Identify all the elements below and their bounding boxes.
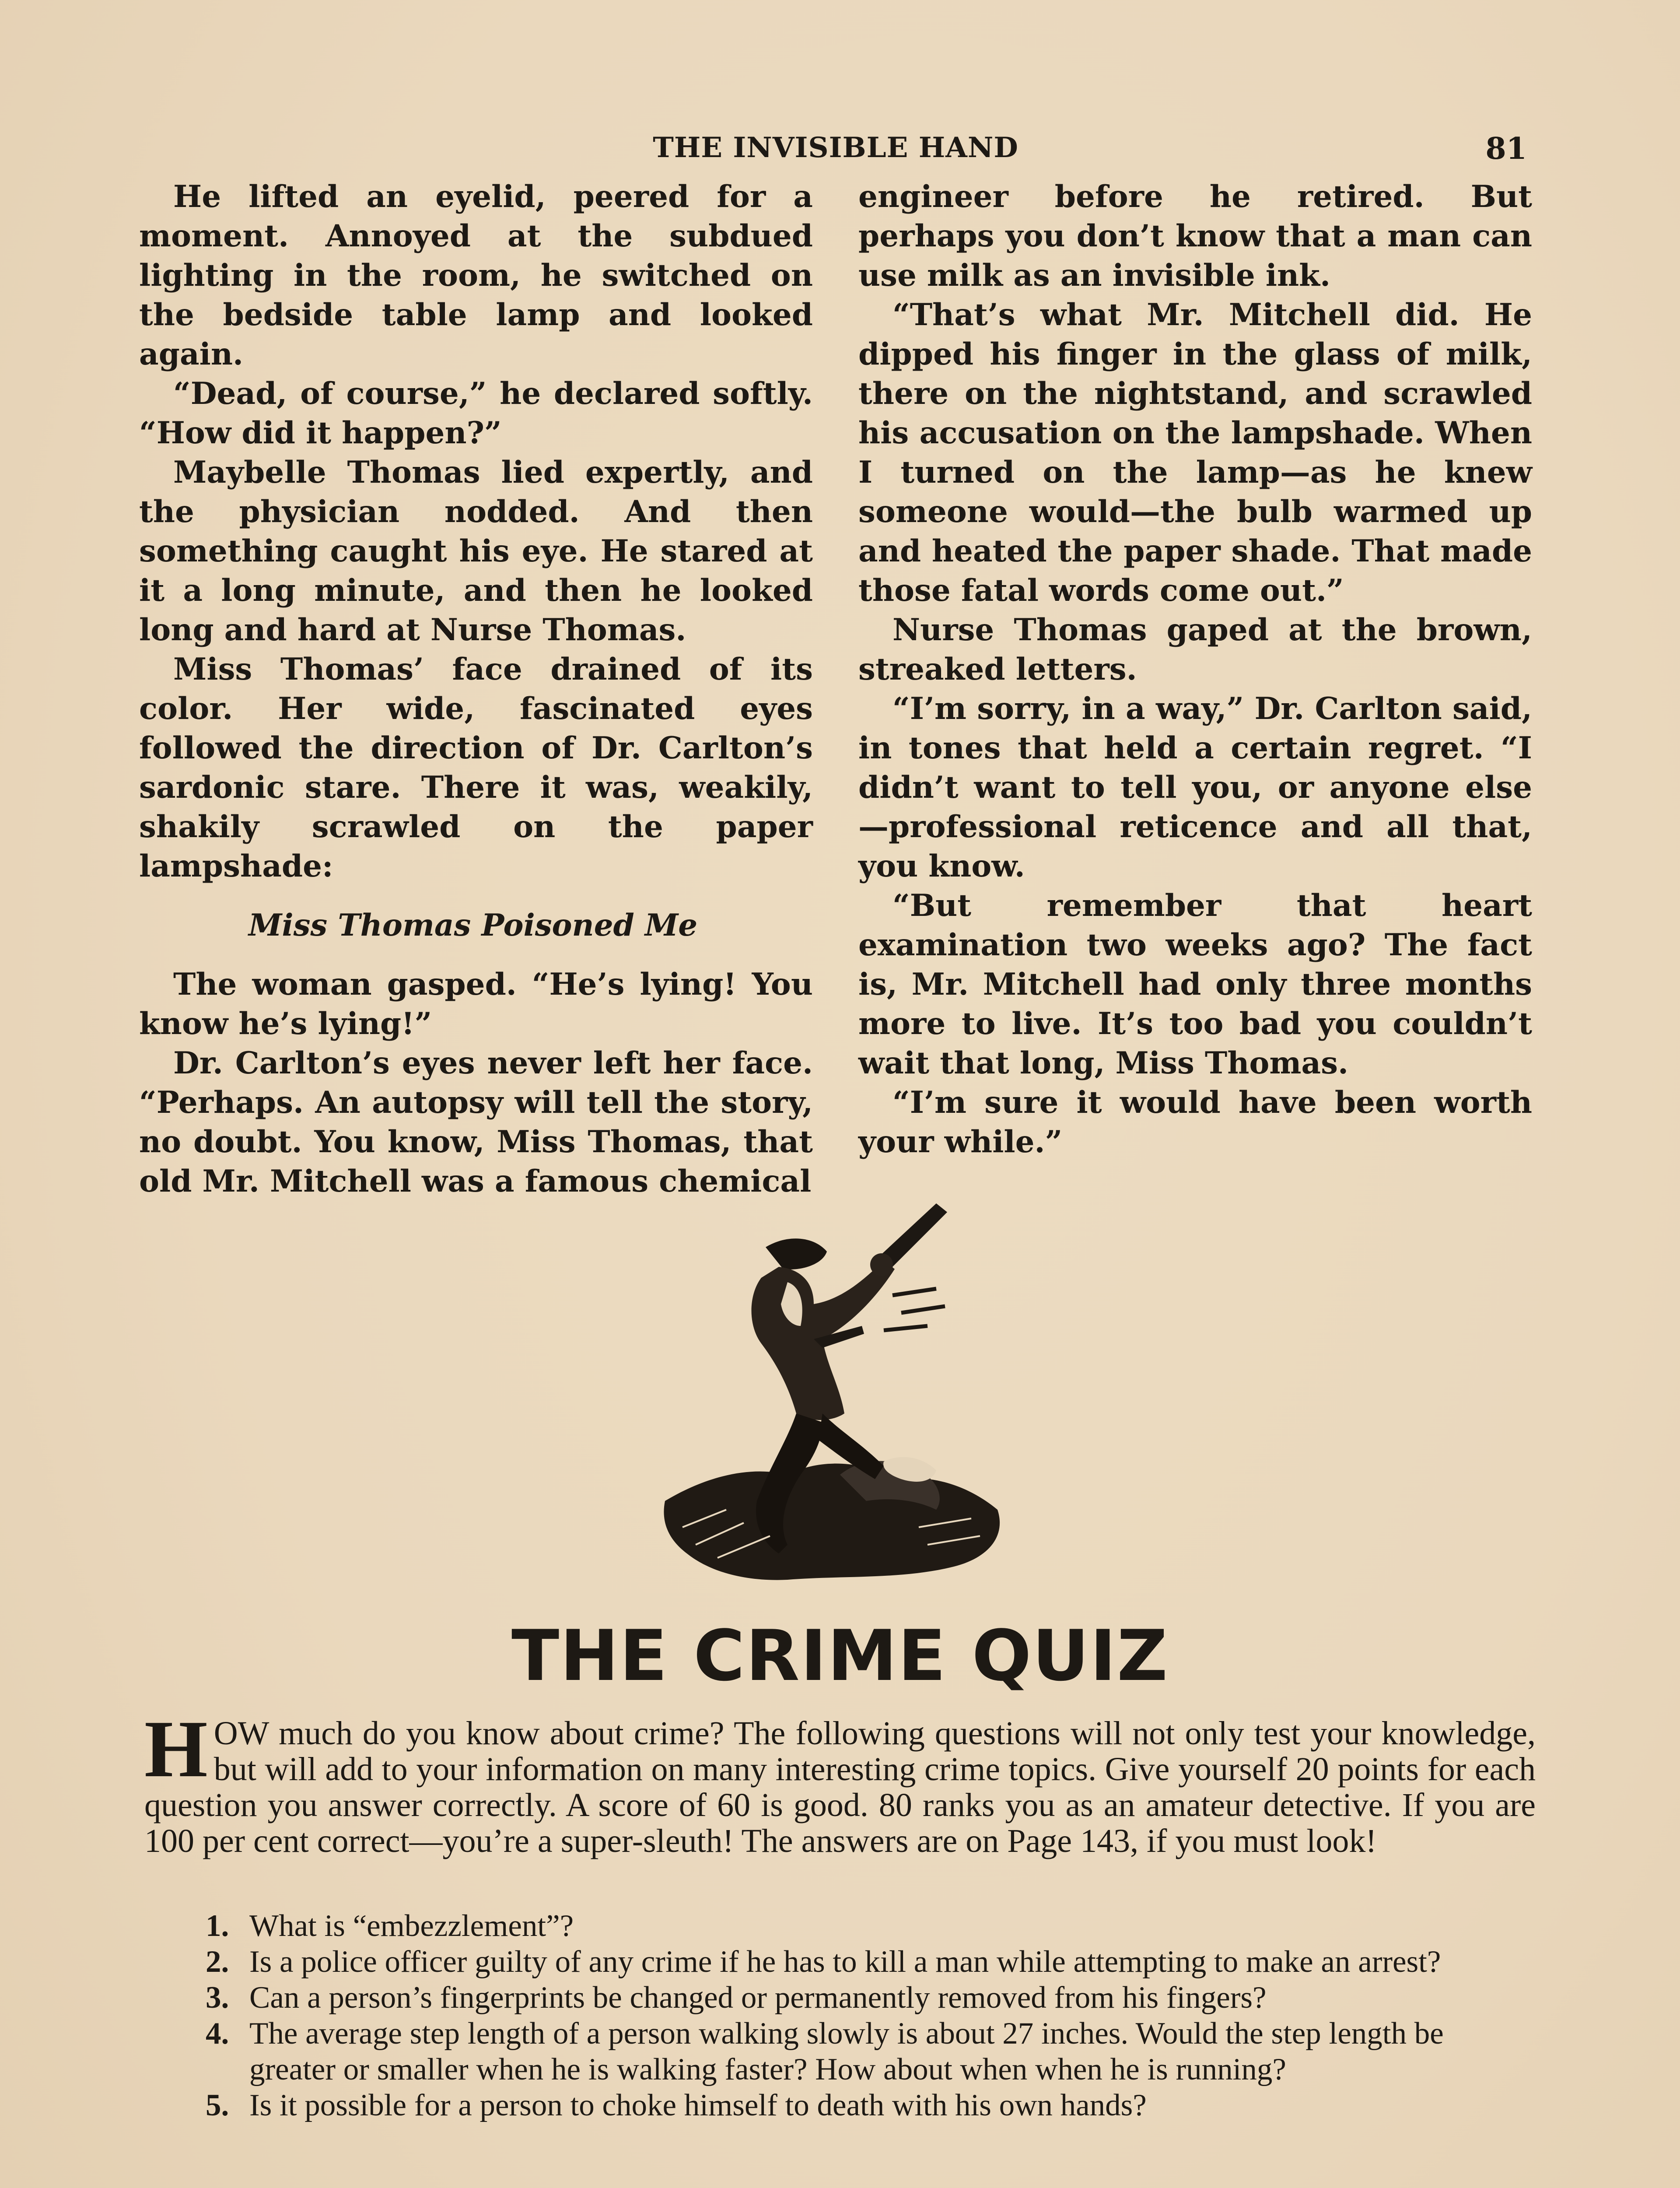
story-paragraph: Dr. Carlton’s eyes never left her face. “Perhaps. An autopsy will tell the story, no doubt. You know, Miss Thomas, that old Mr. Mitchell was a famous chemical [139, 1045, 813, 1199]
question-text: What is “embezzlement”? [249, 1909, 574, 1943]
lampshade-message: Miss Thomas Poisoned Me [248, 908, 698, 943]
question-number: 3. [206, 1981, 229, 2015]
question-number: 5. [206, 2088, 229, 2122]
story-paragraph: “Dead, of course,” he declared softly. “How did it happen?” [139, 376, 813, 451]
running-head [144, 131, 1527, 166]
quiz-title: THE CRIME QUIZ [511, 1615, 1169, 1697]
story-column-right [858, 177, 1532, 1162]
story-paragraph: “I’m sure it would have been worth your while.” [858, 1085, 1532, 1160]
question-number: 2. [206, 1945, 229, 1979]
policeman-illustration [656, 1195, 1024, 1602]
story-paragraph: Maybelle Thomas lied expertly, and the physician nodded. And then something caught his eye. He stared at it a long minute, and then he looked long and hard at Nurse Thomas. [139, 455, 813, 648]
drop-cap: H [144, 1704, 208, 1794]
quiz-question [206, 2087, 1474, 2123]
story-paragraph: “I’m sorry, in a way,” Dr. Carlton said, in tones that held a certain regret. “I didn’t want to tell you, or anyone else —professional reticence and all that, you know. [858, 691, 1532, 884]
quiz-question [206, 1944, 1474, 1980]
story-paragraph: The woman gasped. “He’s lying! You know he’s lying!” [139, 967, 813, 1041]
page-number: 81 [1485, 131, 1527, 166]
story-paragraph: Nurse Thomas gaped at the brown, streaked letters. [858, 612, 1532, 687]
story-paragraph: “But remember that heart examination two weeks ago? The fact is, Mr. Mitchell had only three months more to live. It’s too bad you couldn’t wait that long, Miss Thomas. [858, 888, 1532, 1081]
quiz-intro [144, 1704, 1536, 1859]
story-paragraph: “That’s what Mr. Mitchell did. He dipped his finger in the glass of milk, there on the nightstand, and scrawled his accusation on the lampshade. When I turned on the lamp—as he knew someone would—the bulb warmed up and heated the paper shade. That made those fatal words come out.” [858, 297, 1532, 608]
running-title: THE INVISIBLE HAND [653, 131, 1018, 164]
question-number: 4. [206, 2016, 229, 2051]
story-column-left [139, 177, 813, 1201]
question-text: Can a person’s fingerprints be changed or permanently removed from his fingers? [249, 1981, 1267, 2015]
question-number: 1. [206, 1909, 229, 1943]
quiz-intro-text: OW much do you know about crime? The following questions will not only test your knowledge, but will add to your information on many interesting crime topics. Give yourself 20 points for each question you answer correctly. A score of 60 is good. 80 ranks you as an amateur detective. If you are 100 per cent correct—you’re a super-sleuth! The answers are on Page 143, if you must look! [144, 1715, 1536, 1859]
quiz-question [206, 1908, 1474, 1944]
question-text: Is it possible for a person to choke himself to death with his own hands? [249, 2088, 1147, 2122]
question-text: The average step length of a person walking slowly is about 27 inches. Would the step length be greater or smaller when he is walking faster? How about when when he is running? [249, 2016, 1444, 2086]
question-text: Is a police officer guilty of any crime if he has to kill a man while attempting to make an arrest? [249, 1945, 1441, 1979]
story-paragraph-continuation: engineer before he retired. But perhaps you don’t know that a man can use milk as an invisible ink. [858, 179, 1532, 293]
quiz-question [206, 2016, 1474, 2087]
quiz-questions [206, 1908, 1474, 2123]
quiz-question [206, 1980, 1474, 2016]
story-paragraph: He lifted an eyelid, peered for a moment. Annoyed at the subdued lighting in the room, he switched on the bedside table lamp and looked again. [139, 179, 813, 372]
story-paragraph: Miss Thomas’ face drained of its color. Her wide, fascinated eyes followed the direction of Dr. Carlton’s sardonic stare. There it was, weakily, shakily scrawled on the paper lampshade: [139, 652, 813, 884]
